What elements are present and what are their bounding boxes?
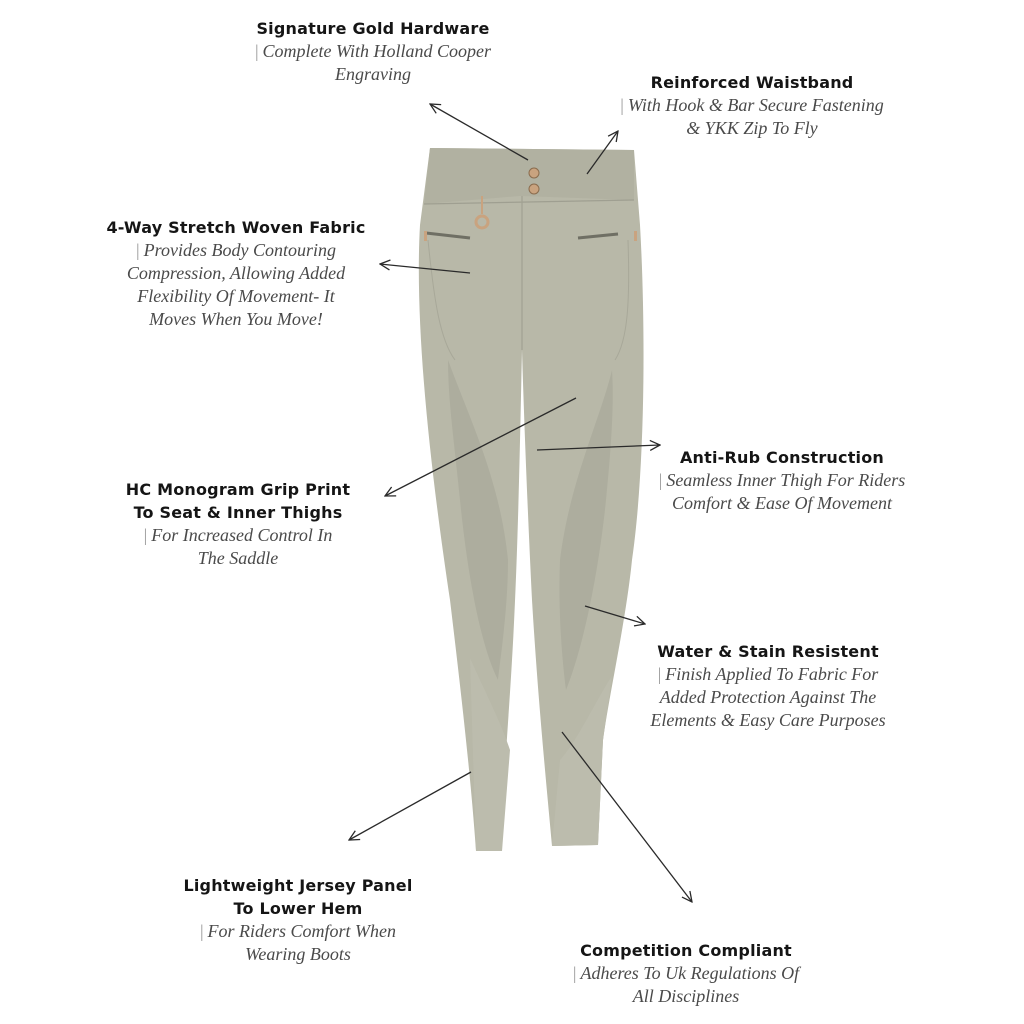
- callout-description: Complete With Holland Cooper: [262, 41, 492, 61]
- callout-title: HC Monogram Grip Print: [125, 480, 351, 499]
- separator-bar: |: [143, 525, 148, 545]
- callout-description: Comfort & Ease Of Movement: [672, 493, 892, 513]
- button-bottom: [529, 184, 539, 194]
- callout-waistband: [582, 71, 922, 140]
- callout-description: Engraving: [335, 64, 411, 84]
- callout-description: Added Protection Against The: [659, 687, 877, 707]
- button-top: [529, 168, 539, 178]
- callout-title: To Lower Hem: [233, 899, 363, 918]
- callout-description: Seamless Inner Thigh For Riders: [666, 470, 906, 490]
- callout-description: Elements & Easy Care Purposes: [650, 710, 886, 730]
- callout-description: Provides Body Contouring: [143, 240, 336, 260]
- callout-description: For Riders Comfort When: [207, 921, 397, 941]
- separator-bar: |: [572, 963, 577, 983]
- waistband: [424, 148, 634, 204]
- callout-water-stain: [618, 640, 918, 732]
- breeches: [419, 148, 644, 851]
- separator-bar: |: [254, 41, 259, 61]
- separator-bar: |: [199, 921, 204, 941]
- separator-bar: |: [136, 240, 140, 260]
- callout-anti-rub: [622, 446, 942, 515]
- callout-description: All Disciplines: [632, 986, 740, 1006]
- callout-description: Wearing Boots: [245, 944, 351, 964]
- callout-title: 4-Way Stretch Woven Fabric: [106, 218, 366, 237]
- callout-description: Finish Applied To Fabric For: [665, 664, 879, 684]
- callout-title: To Seat & Inner Thighs: [133, 503, 343, 522]
- callout-grip-print: [98, 478, 378, 570]
- callout-title: Lightweight Jersey Panel: [183, 876, 413, 895]
- callout-description: The Saddle: [197, 548, 279, 568]
- arrow-jersey-panel: [349, 772, 471, 840]
- callout-description: With Hook & Bar Secure Fastening: [627, 95, 884, 115]
- callout-title: Anti-Rub Construction: [679, 448, 885, 467]
- callout-title: Water & Stain Resistent: [657, 642, 879, 661]
- callout-description: Flexibility Of Movement- It: [137, 286, 335, 306]
- callout-description: For Increased Control In: [151, 525, 333, 545]
- callout-title: Signature Gold Hardware: [256, 19, 490, 38]
- callout-stretch-fabric: [86, 216, 386, 331]
- breeches-body: [419, 148, 644, 851]
- separator-bar: |: [658, 470, 663, 490]
- callout-jersey-panel: [158, 874, 438, 966]
- callout-title: Reinforced Waistband: [650, 73, 854, 92]
- callout-competition: [536, 939, 836, 1008]
- callout-description: & YKK Zip To Fly: [686, 118, 818, 138]
- callout-title: Competition Compliant: [580, 941, 792, 960]
- callout-description: Moves When You Move!: [149, 309, 323, 329]
- callout-description: Adheres To Uk Regulations Of: [580, 963, 800, 983]
- callout-gold-hardware: [218, 17, 528, 86]
- callout-description: Compression, Allowing Added: [126, 263, 346, 283]
- separator-bar: |: [657, 664, 662, 684]
- separator-bar: |: [620, 95, 624, 115]
